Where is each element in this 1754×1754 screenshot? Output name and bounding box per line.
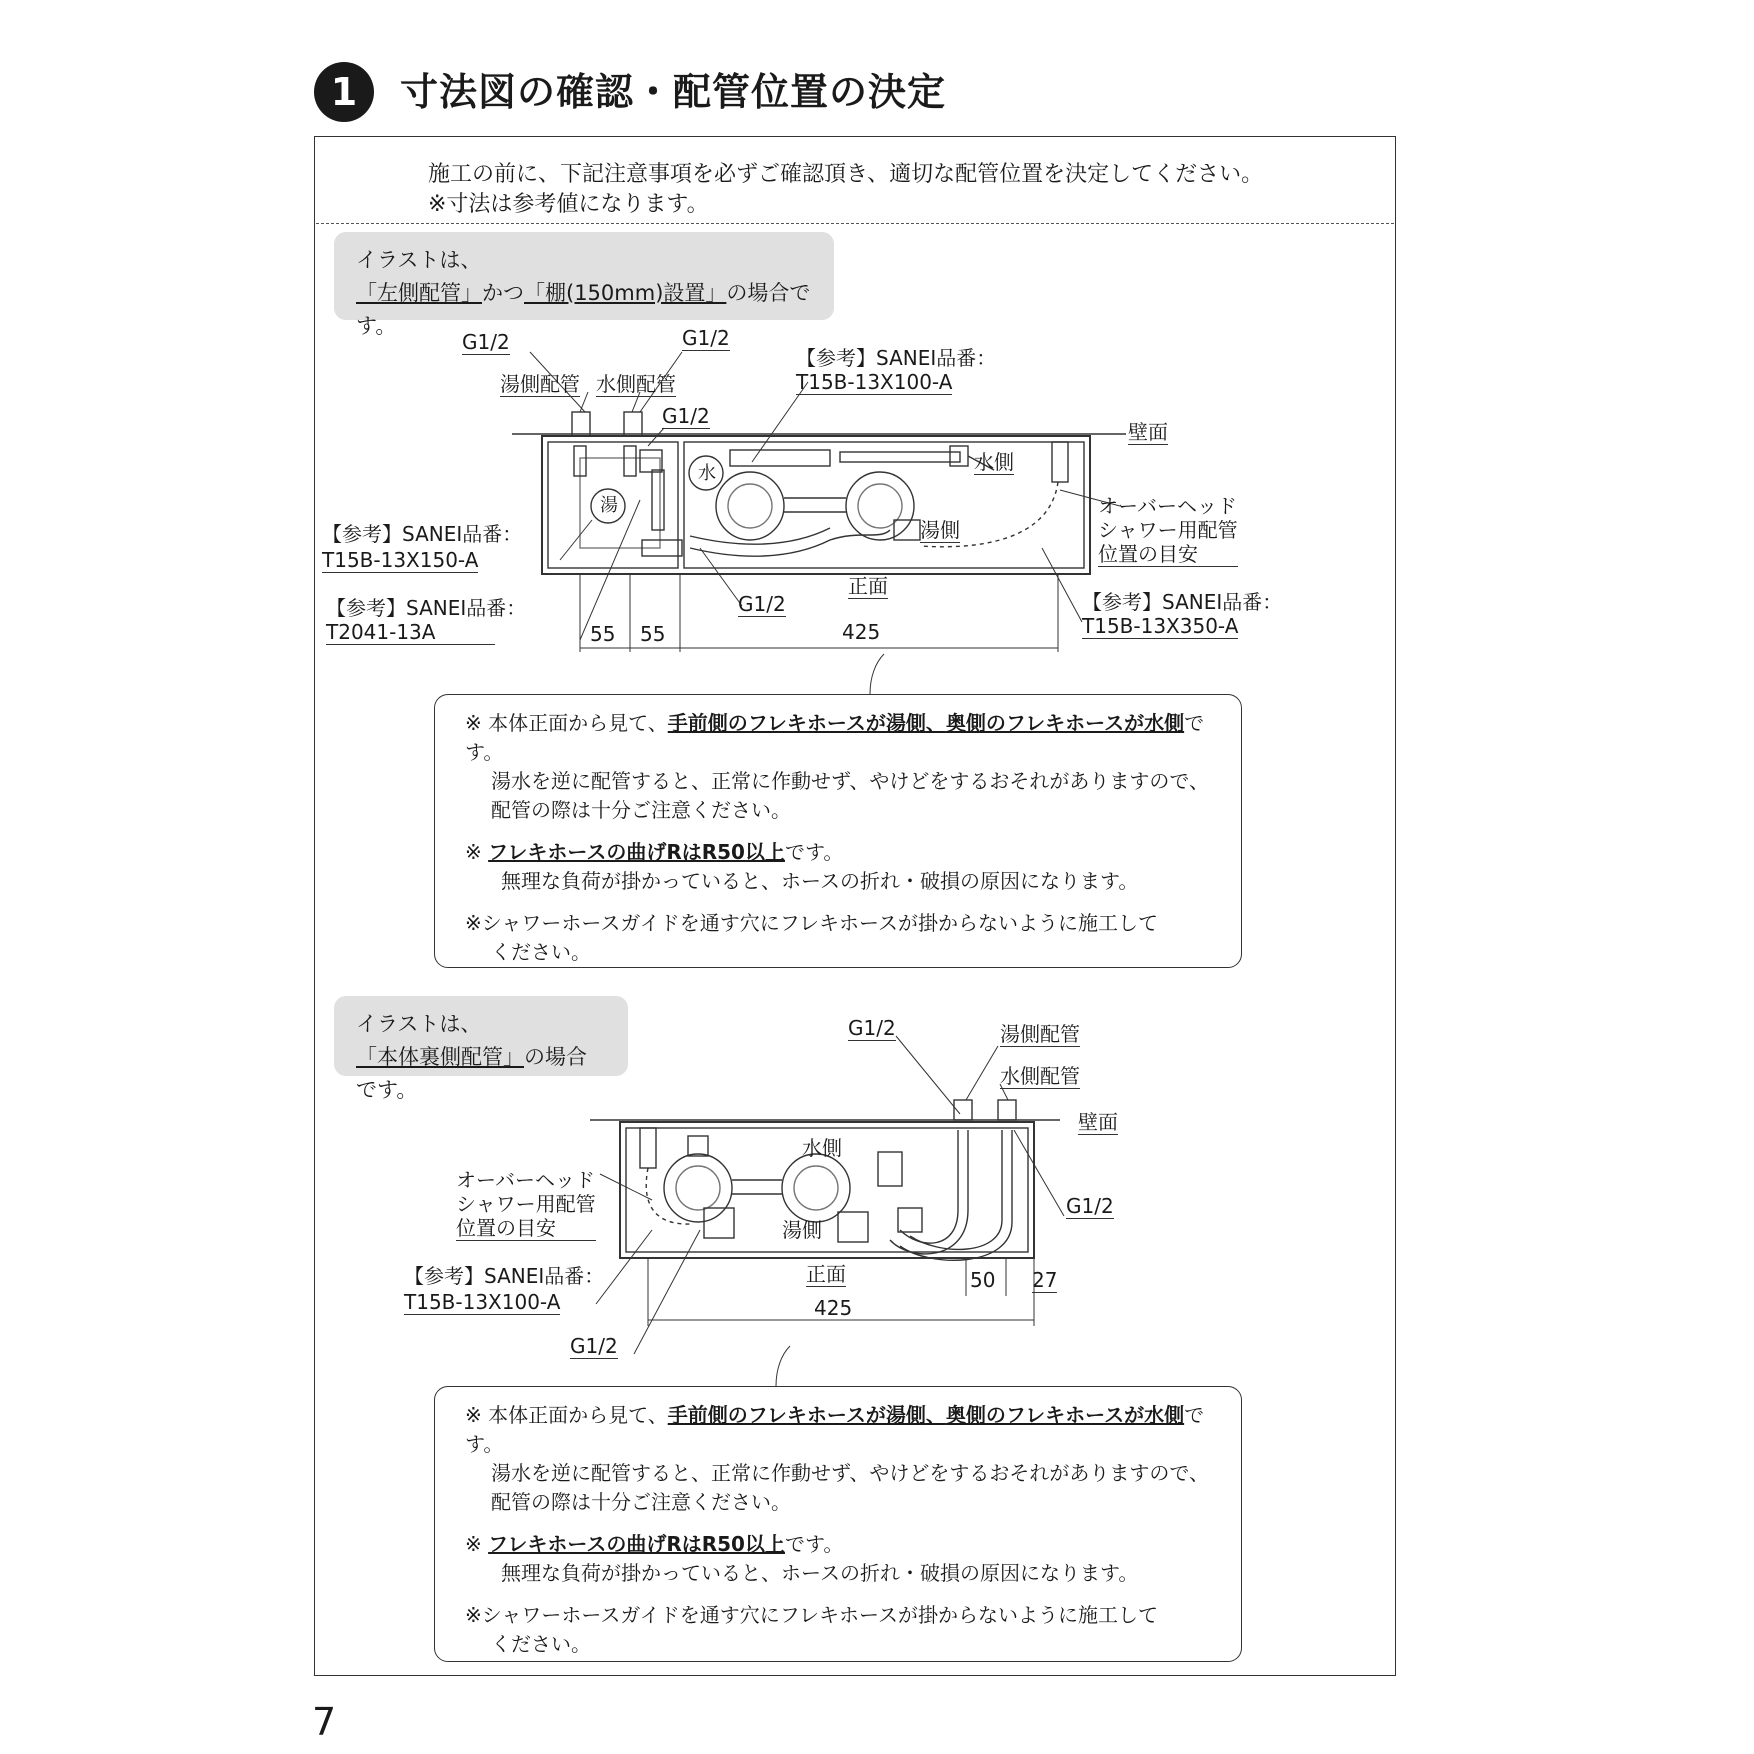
box2-line1: イラストは、: [356, 1012, 482, 1036]
d1-overhead-2: シャワー用配管: [1098, 518, 1238, 542]
step-number-badge: 1: [314, 62, 374, 122]
caution-note-2: [434, 1386, 1242, 1662]
note1-item2: ※ フレキホースの曲げRはR50以上です。 無理な負荷が掛かっていると、ホースの折れ・破損の原因になります。: [465, 840, 1139, 893]
note2-item3: ※シャワーホースガイドを通す穴にフレキホースが掛からないように施工して ください。: [465, 1603, 1158, 1656]
d1-hot-side-label: 湯側: [920, 518, 960, 542]
note1-item1: ※ 本体正面から見て、手前側のフレキホースが湯側、奥側のフレキホースが水側です。 湯水を逆に配管すると、正常に作動せず、やけどをするおそれがありますので、 配管の際は十分ご注意ください。: [465, 711, 1209, 822]
d2-g12-right: G1/2: [1066, 1194, 1114, 1218]
d1-front-label: 正面: [848, 574, 888, 598]
d2-ref: 【参考】SANEI品番：: [404, 1264, 605, 1288]
d1-ref-top-no: T15B-13X100-A: [796, 370, 953, 394]
d1-g12-label-a: G1/2: [462, 330, 510, 354]
d2-wall-label: 壁面: [1078, 1110, 1118, 1134]
d1-dim-425: 425: [842, 620, 881, 644]
d1-overhead-3: 位置の目安: [1098, 542, 1238, 567]
d1-overhead-1: オーバーヘッド: [1098, 494, 1237, 518]
d1-ref-left2: 【参考】SANEI品番：: [326, 596, 527, 620]
box1-end: の場合です。: [356, 281, 811, 338]
d1-water-marker: 水: [698, 463, 716, 484]
d2-dim-50: 50: [970, 1268, 996, 1292]
d2-overhead-3: 位置の目安: [456, 1216, 596, 1241]
box1-mid: かつ: [482, 281, 524, 305]
d2-water-side-label: 水側: [802, 1136, 842, 1160]
d2-overhead-1: オーバーヘッド: [456, 1168, 595, 1192]
d1-ref-right-no: T15B-13X350-A: [1082, 614, 1239, 638]
d2-cold-pipe-label: 水側配管: [1000, 1064, 1080, 1088]
page-number: 7: [312, 1700, 337, 1744]
d1-ref-left-no: T15B-13X150-A: [322, 548, 479, 572]
d1-dim-55-a: 55: [590, 622, 616, 646]
page-title: 寸法図の確認・配管位置の決定: [400, 70, 947, 114]
d1-g12-label-c: G1/2: [662, 404, 710, 428]
d1-hot-marker: 湯: [600, 495, 618, 516]
d1-ref-left: 【参考】SANEI品番：: [322, 522, 523, 546]
d2-g12-top: G1/2: [848, 1016, 896, 1040]
d1-water-side-label: 水側: [974, 450, 1014, 474]
d2-g12-bottom: G1/2: [570, 1334, 618, 1358]
box2-end: の場合です。: [356, 1045, 587, 1102]
d1-ref-top: 【参考】SANEI品番：: [796, 346, 997, 370]
box1-line1: イラストは、: [356, 248, 482, 272]
d2-overhead-2: シャワー用配管: [456, 1192, 596, 1216]
d2-dim-425: 425: [814, 1296, 853, 1320]
intro-line-2: ※寸法は参考値になります。: [428, 192, 709, 217]
d1-g12-label-d: G1/2: [738, 592, 786, 616]
note2-item2: ※ フレキホースの曲げRはR50以上です。 無理な負荷が掛かっていると、ホースの折れ・破損の原因になります。: [465, 1532, 1139, 1585]
d1-cold-pipe-label: 水側配管: [596, 372, 676, 396]
d2-dim-27: 27: [1032, 1268, 1058, 1292]
d1-ref-left2-no: T2041-13A: [326, 620, 495, 645]
d1-wall-label: 壁面: [1128, 420, 1168, 444]
box1-shelf: 「棚(150mm)設置」: [524, 281, 727, 305]
box1-left-piping: 「左側配管」: [356, 281, 482, 305]
box2-back-piping: 「本体裏側配管」: [356, 1045, 524, 1069]
d1-dim-55-b: 55: [640, 622, 666, 646]
d2-front-label: 正面: [806, 1262, 846, 1286]
note1-item3: ※シャワーホースガイドを通す穴にフレキホースが掛からないように施工して ください。: [465, 911, 1158, 964]
d1-g12-label-b: G1/2: [682, 326, 730, 350]
d1-ref-right: 【参考】SANEI品番：: [1082, 590, 1283, 614]
d2-hot-pipe-label: 湯側配管: [1000, 1022, 1080, 1046]
note2-item1: ※ 本体正面から見て、手前側のフレキホースが湯側、奥側のフレキホースが水側です。 湯水を逆に配管すると、正常に作動せず、やけどをするおそれがありますので、 配管の際は十分ご注意ください。: [465, 1403, 1209, 1514]
intro-line-1: 施工の前に、下記注意事項を必ずご確認頂き、適切な配管位置を決定してください。: [428, 162, 1264, 187]
d2-ref-no: T15B-13X100-A: [404, 1290, 561, 1314]
d2-hot-side-label: 湯側: [782, 1218, 822, 1242]
d1-hot-pipe-label: 湯側配管: [500, 372, 580, 396]
